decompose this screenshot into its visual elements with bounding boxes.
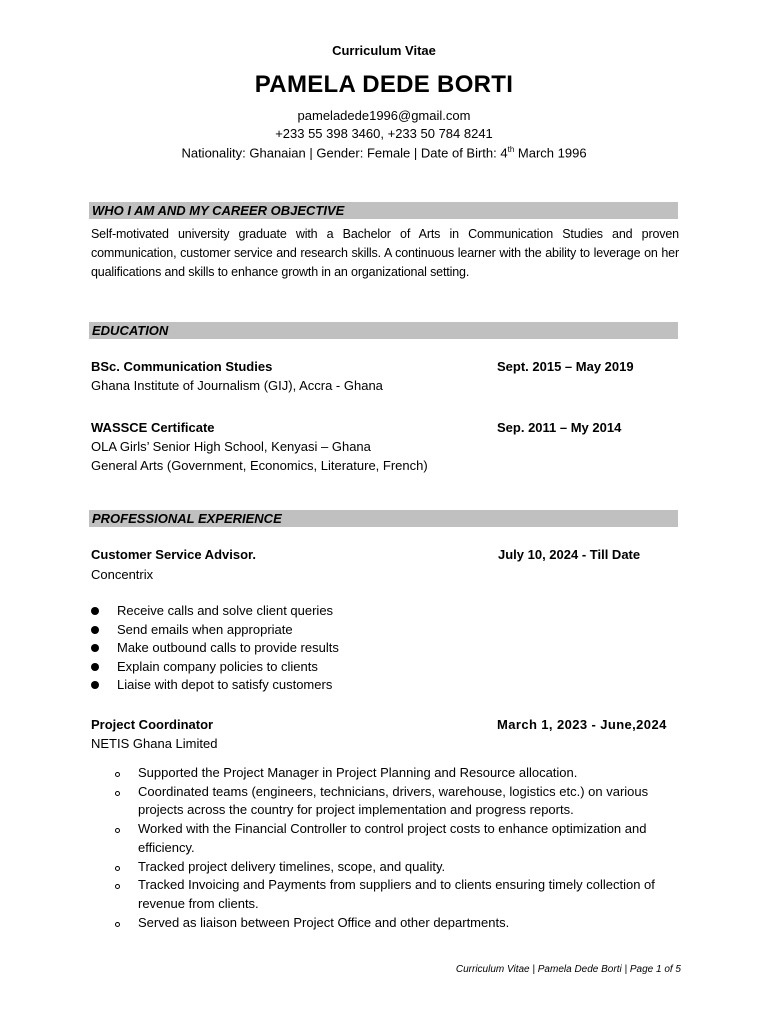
list-item xyxy=(113,820,683,857)
email-address: pameladede1996@gmail.com xyxy=(297,108,471,123)
personal-details-prefix: Nationality: Ghanaian | Gender: Female | Date of Birth: 4 xyxy=(181,145,508,161)
education-title-2: WASSCE Certificate xyxy=(91,420,215,435)
duty-text: Supported the Project Manager in Project Planning and Resource allocation. xyxy=(138,765,578,780)
bullet-icon xyxy=(91,607,99,615)
duty-text: Worked with the Financial Controller to control project costs to enhance optimization and efficiency. xyxy=(138,821,647,855)
education-institution-2: OLA Girls’ Senior High School, Kenyasi – Ghana xyxy=(91,439,371,454)
education-program-2: General Arts (Government, Economics, Literature, French) xyxy=(91,458,428,473)
bullet-icon xyxy=(91,663,99,671)
page-footer: Curriculum Vitae | Pamela Dede Borti | Page 1 of 5 xyxy=(455,964,681,975)
list-item xyxy=(113,876,683,913)
job-dates-2: March 1, 2023 - June,2024 xyxy=(497,717,667,732)
circle-bullet-icon xyxy=(115,922,120,927)
circle-bullet-icon xyxy=(115,828,120,833)
phone-numbers: +233 55 398 3460, +233 50 784 8241 xyxy=(275,126,493,141)
personal-details xyxy=(0,145,768,160)
duty-text: Make outbound calls to provide results xyxy=(117,640,339,656)
job-company-1: Concentrix xyxy=(91,567,154,582)
job-company-2: NETIS Ghana Limited xyxy=(91,736,218,751)
education-dates-1: Sept. 2015 – May 2019 xyxy=(497,359,634,374)
job-title-1: Customer Service Advisor. xyxy=(91,547,256,562)
experience-heading: PROFESSIONAL EXPERIENCE xyxy=(89,510,678,527)
education-institution-1: Ghana Institute of Journalism (GIJ), Accra - Ghana xyxy=(91,378,383,393)
list-item xyxy=(91,603,339,622)
education-heading: EDUCATION xyxy=(89,322,678,339)
document-label: Curriculum Vitae xyxy=(332,43,436,58)
list-item xyxy=(91,659,339,678)
list-item xyxy=(91,622,339,641)
bullet-icon xyxy=(91,626,99,634)
bullet-icon xyxy=(91,644,99,652)
job-dates-1: July 10, 2024 - Till Date xyxy=(498,547,641,562)
list-item xyxy=(113,914,683,933)
duty-text: Tracked Invoicing and Payments from suppliers and to clients ensuring timely collection of revenue from clients. xyxy=(138,877,655,911)
job-duties-list-2 xyxy=(113,764,683,932)
bullet-icon xyxy=(91,681,99,689)
duty-text: Tracked project delivery timelines, scope, and quality. xyxy=(138,858,446,874)
list-item xyxy=(91,677,339,696)
objective-text: Self-motivated university graduate with a Bachelor of Arts in Communication Studies and proven communication, customer service and research skills. A continuous learner with the ability to leverage on her qualifications and skills to enhance growth in an organizational setting. xyxy=(91,227,679,279)
circle-bullet-icon xyxy=(115,866,120,871)
job-title-2: Project Coordinator xyxy=(91,717,214,732)
education-dates-2: Sep. 2011 – My 2014 xyxy=(497,420,622,435)
list-item xyxy=(113,858,683,877)
circle-bullet-icon xyxy=(115,772,120,777)
duty-text: Coordinated teams (engineers, technicians, drivers, warehouse, logistics etc.) on various projects across the country for project implementation and progress reports. xyxy=(138,783,649,818)
duty-text: Served as liaison between Project Office and other departments. xyxy=(138,914,510,930)
list-item xyxy=(113,764,683,783)
duty-text: Send emails when appropriate xyxy=(117,621,293,637)
ordinal-suffix: th xyxy=(507,145,515,154)
duty-text: Liaise with depot to satisfy customers xyxy=(117,677,333,693)
duty-text: Explain company policies to clients xyxy=(117,658,318,674)
circle-bullet-icon xyxy=(115,791,120,796)
personal-details-suffix: March 1996 xyxy=(514,145,587,161)
list-item xyxy=(113,783,683,820)
job-duties-list-1 xyxy=(91,603,339,696)
objective-heading: WHO I AM AND MY CAREER OBJECTIVE xyxy=(89,202,678,219)
circle-bullet-icon xyxy=(115,884,120,889)
list-item xyxy=(91,640,339,659)
education-title-1: BSc. Communication Studies xyxy=(91,359,273,374)
duty-text: Receive calls and solve client queries xyxy=(117,603,334,618)
candidate-name: PAMELA DEDE BORTI xyxy=(254,71,514,98)
